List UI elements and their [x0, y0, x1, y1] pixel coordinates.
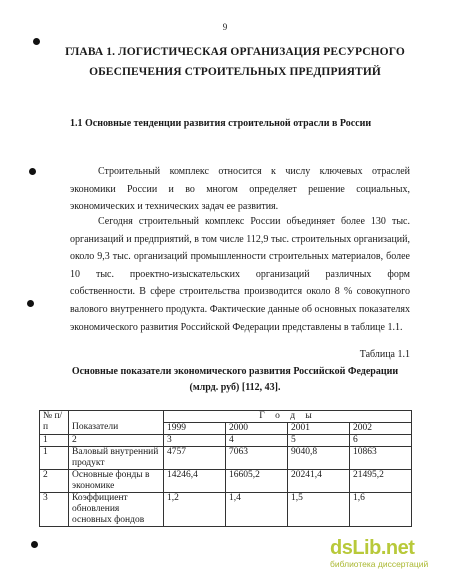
header-year: 2002	[350, 423, 412, 435]
header-year: 1999	[164, 423, 226, 435]
paragraph-2	[70, 213, 410, 336]
row-value: 21495,2	[350, 470, 412, 493]
column-number: 3	[164, 435, 226, 447]
watermark	[330, 537, 448, 569]
row-value: 9040,8	[288, 447, 350, 470]
row-value: 7063	[226, 447, 288, 470]
column-number: 2	[69, 435, 164, 447]
table-row	[40, 470, 412, 493]
table-title-units: (млрд. руб) [112, 43].	[189, 382, 281, 393]
row-indicator: Валовый внутренний продукт	[69, 447, 164, 470]
watermark-subtitle: библиотека диссертаций	[330, 559, 429, 569]
header-years-group: Г о д ы	[164, 411, 412, 423]
row-value: 1,4	[226, 493, 288, 527]
row-value: 1,2	[164, 493, 226, 527]
page-number: 9	[222, 22, 228, 32]
table-title	[60, 364, 410, 396]
row-value: 4757	[164, 447, 226, 470]
table-number-row	[40, 435, 412, 447]
binder-hole-icon	[31, 541, 38, 548]
header-year: 2000	[226, 423, 288, 435]
row-number: 2	[40, 470, 69, 493]
row-number: 3	[40, 493, 69, 527]
table-row	[40, 493, 412, 527]
table-row	[40, 447, 412, 470]
paragraph-2-text: Сегодня строительный комплекс России объединяет более 130 тыс. организаций и предприятий, в том числе 112,9 тыс. строительных организаций, около 9,3 тыс. организаций промышленности строительных материалов, более 10 тыс. проектно-изыскательских организаций различных форм собственности. В сфере строительства производится около 8 % совокупного валового внутреннего продукта. Фактические данные об основных показателях экономического развития Российской Федерации представлены в таблице 1.1.	[70, 216, 410, 333]
row-value: 1,5	[288, 493, 350, 527]
row-indicator: Коэффициент обновления основных фондов	[69, 493, 164, 527]
row-value: 20241,4	[288, 470, 350, 493]
row-value: 14246,4	[164, 470, 226, 493]
watermark-logo: dsLib.net	[330, 537, 415, 559]
table-header-row	[40, 411, 412, 423]
binder-hole-icon	[27, 300, 34, 307]
header-year: 2001	[288, 423, 350, 435]
header-indicator-label: Показатели	[72, 422, 119, 432]
paragraph-1-text: Строительный комплекс относится к числу ключевых отраслей экономики России и во многом определяет решение социальных, экономических и технических задач ее развития.	[70, 166, 410, 213]
column-number: 1	[40, 435, 69, 447]
row-value: 10863	[350, 447, 412, 470]
column-number: 5	[288, 435, 350, 447]
chapter-title: ГЛАВА 1. ЛОГИСТИЧЕСКАЯ ОРГАНИЗАЦИЯ РЕСУРСНОГО ОБЕСПЕЧЕНИЯ СТРОИТЕЛЬНЫХ ПРЕДПРИЯТИЙ	[65, 46, 405, 78]
column-number: 4	[226, 435, 288, 447]
paragraph-1	[70, 163, 410, 216]
row-value: 1,6	[350, 493, 412, 527]
row-number: 1	[40, 447, 69, 470]
column-number: 6	[350, 435, 412, 447]
table-title-main: Основные показатели экономического развития Российской Федерации	[71, 366, 399, 377]
header-number: № п/п	[40, 411, 69, 435]
row-indicator: Основные фонды в экономике	[69, 470, 164, 493]
row-value: 16605,2	[226, 470, 288, 493]
section-title: 1.1 Основные тенденции развития строительной отрасли в России	[70, 118, 372, 129]
table-caption: Таблица 1.1	[359, 349, 410, 360]
indicators-table	[39, 410, 412, 527]
header-indicator	[69, 411, 164, 435]
binder-hole-icon	[29, 168, 36, 175]
binder-hole-icon	[33, 38, 40, 45]
